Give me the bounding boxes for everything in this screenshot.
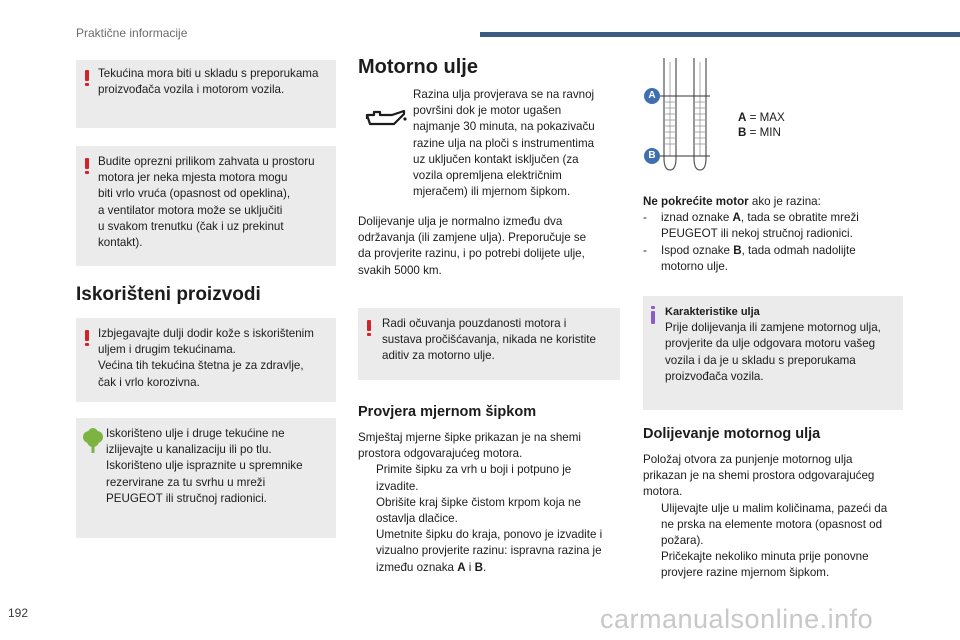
engine-oil-paragraph: Dolijevanje ulja je normalno između dva održavanja (ili zamjene ulja). Preporučuje se da provjerite razinu, i po potrebi dolijete ulje, svakih 5000 km. xyxy=(358,215,587,277)
level-warning-text: Ne pokrećite motor ako je razina: - iznad oznake A, tada se obratite mreži PEUGEOT ili nekoj stručnoj radionici. - Ispod oznake B, tada odmah nadolijte motorno ulje. xyxy=(643,194,913,275)
warning-box-skin xyxy=(76,318,336,402)
warning-box-fluid xyxy=(76,60,336,128)
subheading-dipstick-check: Provjera mjernom šipkom xyxy=(358,404,537,420)
list-item: - iznad oznake A, tada se obratite mreži PEUGEOT ili nekoj stručnoj radionici. xyxy=(643,211,859,241)
warning-box-engine xyxy=(76,146,336,266)
dipstick-legend: A = MAX B = MIN xyxy=(738,111,785,139)
oil-can-icon xyxy=(364,106,408,132)
list-item: Primite šipku za vrh u boji i potpuno je izvadite. xyxy=(376,463,572,493)
list-item: Obrišite kraj šipke čistom krpom koja ne ostavlja dlačice. xyxy=(376,495,581,526)
header-bar xyxy=(480,32,960,37)
list-item: - Ispod oznake B, tada odmah nadolijte motorno ulje. xyxy=(643,243,856,273)
marker-b-badge: B xyxy=(644,148,660,164)
subheading-topping-up: Dolijevanje motornog ulja xyxy=(643,426,821,442)
list-item: Ulijevajte ulje u malim količinama, pazeći da ne prska na elemente motora (opasnost od požara). xyxy=(661,501,888,548)
warning-box-additive xyxy=(358,308,620,380)
info-icon xyxy=(651,306,655,324)
topping-up-text: Položaj otvora za punjenje motornog ulja prikazan je na shemi prostora odgovarajućeg motora. Ulijevajte ulje u malim količinama, pazeći da ne prska na elemente motora (opasnost od požara). Pričekajte nekoliko minuta prije ponovne provjere razine mjernom šipkom. xyxy=(643,452,913,582)
eco-box xyxy=(76,418,336,538)
section-heading-used-products: Iskorišteni proizvodi xyxy=(76,284,261,305)
tree-icon xyxy=(82,428,104,454)
page-header-section: Praktične informacije xyxy=(76,26,188,40)
eco-text: Iskorišteno ulje i druge tekućine ne izlijevajte u kanalizaciju ili po tlu. Iskorišteno ulje ispraznite u spremnike rezervirane za tu svrhu u mreži PEUGEOT ili stručnoj radionici. xyxy=(106,427,303,505)
engine-oil-intro: Razina ulja provjerava se na ravnoj površini dok je motor ugašen najmanje 30 minuta, na pokazivaču razine ulja na ploči s instrumentima uz uključen kontakt isključen (za vozila opremljena električnim mjeračem) ili mjernom šipkom. xyxy=(413,88,595,199)
info-box-oil-characteristics xyxy=(643,296,903,410)
page-number: 192 xyxy=(8,606,29,620)
list-item: Umetnite šipku do kraja, ponovo je izvadite i vizualno provjerite razinu: ispravna razina je između oznaka A i B. xyxy=(376,528,603,574)
warning-text: Tekućina mora biti u skladu s preporukama proizvođača vozila i motorom vozila. xyxy=(98,67,319,97)
warning-text: Budite oprezni prilikom zahvata u prostoru motora jer neka mjesta motora mogu biti vrlo vruća (opasnost od opeklina), a ventilator motora može se uključiti u svakom trenutku (čak i uz prekinut kontakt). xyxy=(98,155,315,250)
dipstick-illustration xyxy=(640,58,720,190)
warning-icon xyxy=(85,70,89,86)
dipstick-check-text: Smještaj mjerne šipke prikazan je na shemi prostora odgovarajućeg motora. Primite šipku za vrh u boji i potpuno je izvadite. Obrišite kraj šipke čistom krpom koja ne ostavlja dlačice. Umetnite šipku do kraja, ponovo je izvadite i vizualno provjerite razinu: ispravna razina je između oznaka A i B. xyxy=(358,430,626,576)
warning-icon xyxy=(367,320,371,336)
watermark: carmanualsonline.info xyxy=(600,604,874,634)
warning-text: Radi očuvanja pouzdanosti motora i sustava pročišćavanja, nikada ne koristite aditiv za motorno ulje. xyxy=(382,317,596,363)
warning-icon xyxy=(85,330,89,346)
info-text: Karakteristike ulja Prije dolijevanja ili zamjene motornog ulja, provjerite da ulje odgovara motoru vašeg vozila i da je u skladu s preporukama proizvođača vozila. xyxy=(665,306,881,383)
warning-icon xyxy=(85,158,89,174)
list-item: Pričekajte nekoliko minuta prije ponovne provjere razine mjernom šipkom. xyxy=(661,550,869,580)
marker-a-badge: A xyxy=(644,88,660,104)
warning-text: Izbjegavajte dulji dodir kože s iskorištenim uljem i drugim tekućinama. Većina tih tekućina štetna je za zdravlje, čak i vrlo korozivna. xyxy=(98,327,314,389)
section-heading-engine-oil: Motorno ulje xyxy=(358,56,478,78)
